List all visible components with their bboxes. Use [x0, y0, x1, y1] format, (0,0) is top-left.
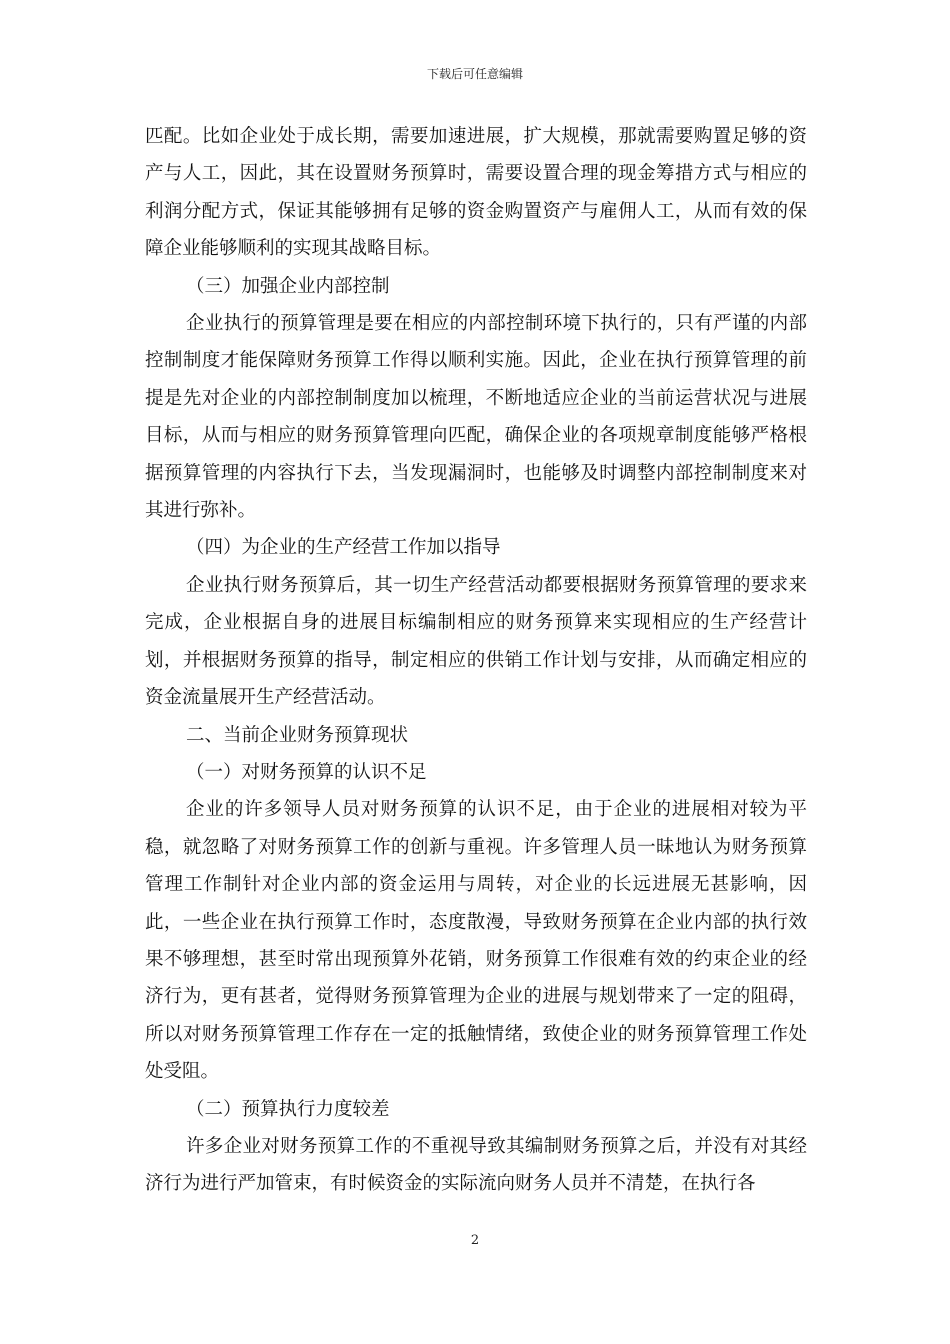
chapter-heading-2: 二、当前企业财务预算现状: [186, 724, 409, 746]
document-body: [145, 118, 807, 1203]
section-heading-4: （四）为企业的生产经营工作加以指导: [186, 537, 501, 559]
section-heading-2: （二）预算执行力度较差: [186, 1098, 390, 1120]
paragraph: 企业的许多领导人员对财务预算的认识不足，由于企业的进展相对较为平稳，就忽略了对财务预算工作的创新与重视。许多管理人员一昧地认为财务预算管理工作制针对企业内部的资金运用与周转，对企业的长远进展无甚影响，因此，一些企业在执行预算工作时，态度散漫，导致财务预算在企业内部的执行效果不够理想，甚至时常出现预算外花销，财务预算工作很难有效的约束企业的经济行为，更有甚者，觉得财务预算管理为企业的进展与规划带来了一定的阻碍，所以对财务预算管理工作存在一定的抵触情绪，致使企业的财务预算管理工作处处受阻。: [145, 799, 807, 1083]
paragraph-continuation: 匹配。比如企业处于成长期，需要加速进展，扩大规模，那就需要购置足够的资产与人工，因此，其在设置财务预算时，需要设置合理的现金筹措方式与相应的利润分配方式，保证其能够拥有足够的资金购置资产与雇佣人工，从而有效的保障企业能够顺利的实现其战略目标。: [145, 126, 807, 260]
section-heading-3: （三）加强企业内部控制: [186, 275, 390, 297]
section-heading-1: （一）对财务预算的认识不足: [186, 761, 427, 783]
page-header: 下载后可任意编辑: [426, 67, 523, 81]
paragraph: 许多企业对财务预算工作的不重视导致其编制财务预算之后，并没有对其经济行为进行严加管束，有时候资金的实际流向财务人员并不清楚，在执行各: [145, 1135, 807, 1195]
paragraph: 企业执行财务预算后，其一切生产经营活动都要根据财务预算管理的要求来完成，企业根据自身的进展目标编制相应的财务预算来实现相应的生产经营计划，并根据财务预算的指导，制定相应的供销工作计划与安排，从而确定相应的资金流量展开生产经营活动。: [145, 574, 807, 709]
paragraph: 企业执行的预算管理是要在相应的内部控制环境下执行的，只有严谨的内部控制制度才能保障财务预算工作得以顺利实施。因此，企业在执行预算管理的前提是先对企业的内部控制制度加以梳理，不断地适应企业的当前运营状况与进展目标，从而与相应的财务预算管理向匹配，确保企业的各项规章制度能够严格根据预算管理的内容执行下去，当发现漏洞时，也能够及时调整内部控制制度来对其进行弥补。: [145, 313, 807, 522]
page-number: 2: [470, 1233, 480, 1248]
